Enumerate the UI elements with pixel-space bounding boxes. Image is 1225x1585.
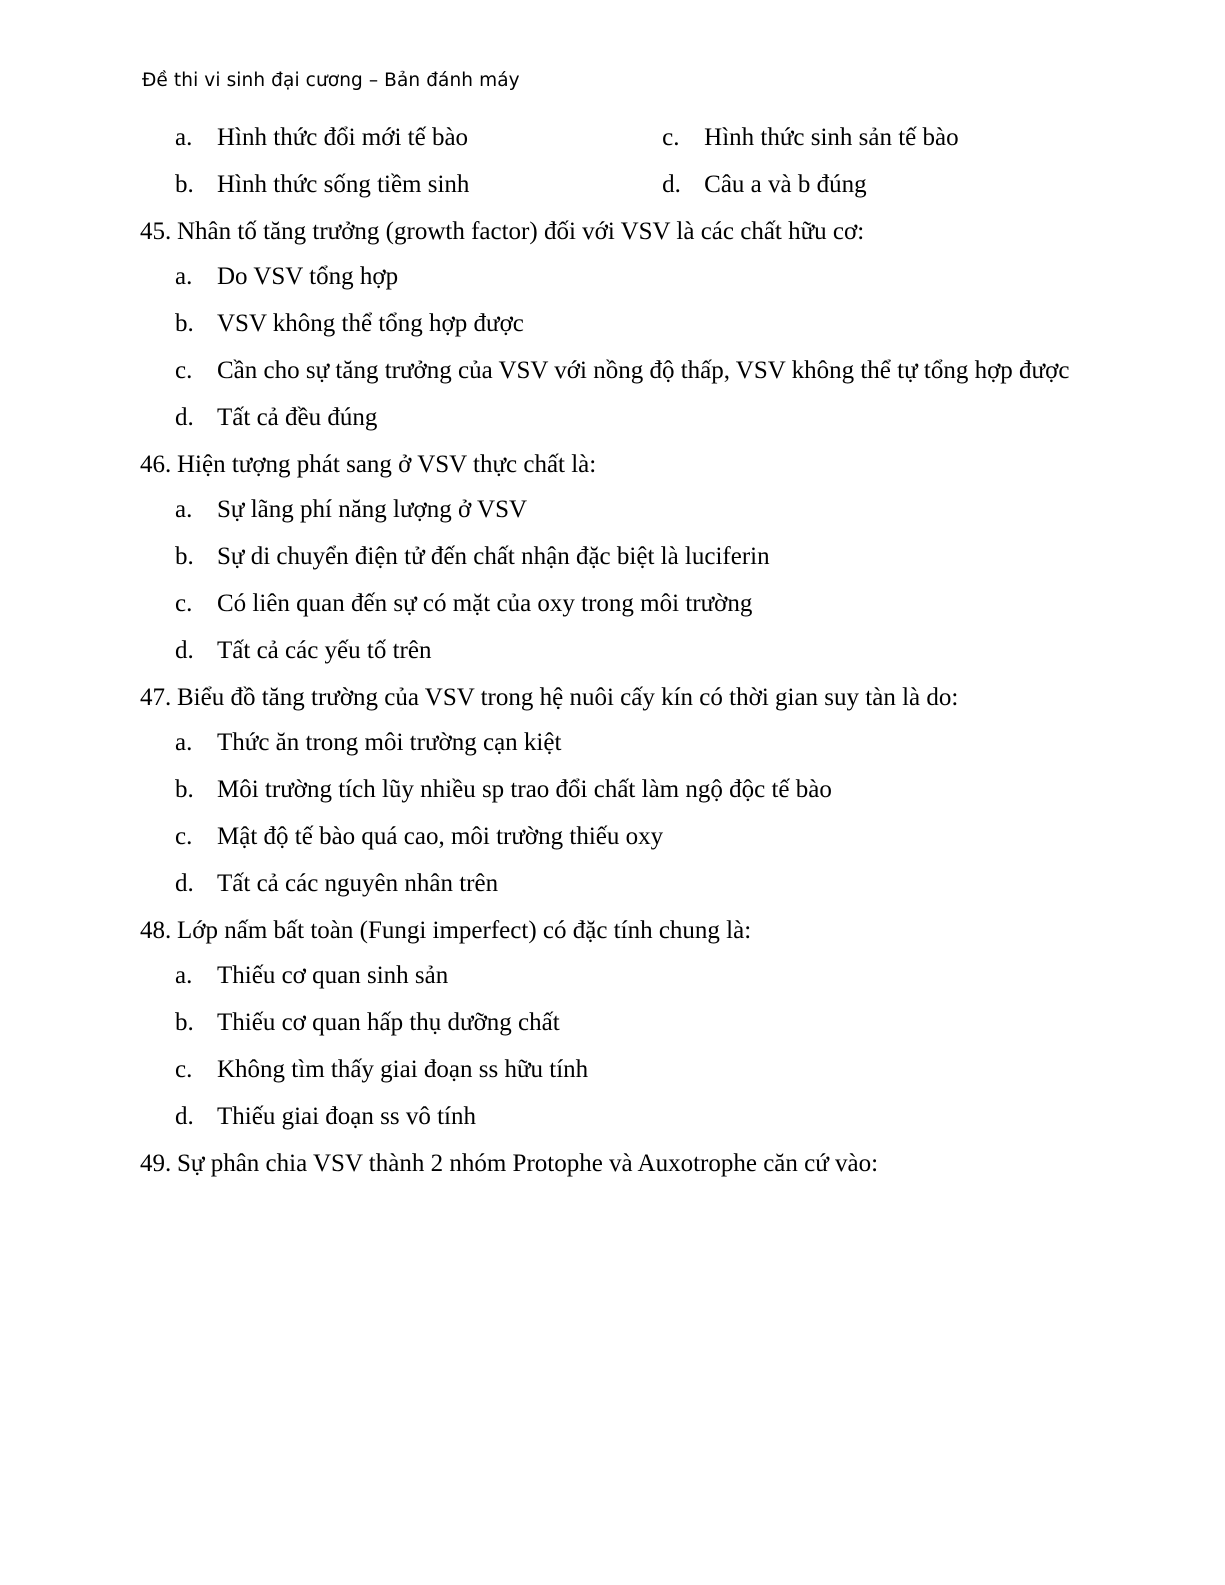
option-item [175, 871, 1105, 896]
option-text: Có liên quan đến sự có mặt của oxy trong môi trường [217, 590, 753, 617]
option-item [175, 824, 1105, 849]
option-marker: d. [662, 171, 681, 198]
option-item [175, 544, 1105, 569]
option-list [175, 497, 1105, 663]
option-item [175, 264, 1105, 289]
option-text: Mật độ tế bào quá cao, môi trường thiếu oxy [217, 823, 664, 850]
option-item [175, 777, 1105, 802]
option-marker: b. [175, 171, 194, 198]
option-item [175, 358, 1105, 383]
question-number: 45. [140, 218, 172, 245]
option-text: Do VSV tổng hợp [217, 263, 399, 290]
option-text: VSV không thể tổng hợp được [217, 310, 524, 337]
option-marker: a. [175, 962, 193, 989]
option-marker: d. [175, 637, 194, 664]
option-text: Hình thức đổi mới tế bào [217, 124, 469, 151]
option-item [175, 311, 1105, 336]
question-line [140, 685, 1105, 710]
option-item [662, 125, 1105, 150]
option-marker: c. [175, 823, 193, 850]
option-text: Môi trường tích lũy nhiều sp trao đổi chất làm ngộ độc tế bào [217, 776, 832, 803]
option-marker: c. [175, 590, 193, 617]
option-marker: b. [175, 543, 194, 570]
option-marker: b. [175, 310, 194, 337]
option-marker: b. [175, 1009, 194, 1036]
option-text: Tất cả các yếu tố trên [217, 637, 432, 664]
option-text: Tất cả các nguyên nhân trên [217, 870, 499, 897]
option-marker: b. [175, 776, 194, 803]
option-text: Hình thức sống tiềm sinh [217, 171, 470, 198]
option-item [175, 963, 1105, 988]
option-item [175, 730, 1105, 755]
option-item [175, 172, 662, 197]
question-block [140, 1151, 1105, 1176]
question-block [140, 452, 1105, 663]
question-line [140, 918, 1105, 943]
option-marker: a. [175, 263, 193, 290]
option-marker: a. [175, 124, 193, 151]
option-text: Cần cho sự tăng trưởng của VSV với nồng độ thấp, VSV không thể tự tổng hợp được [217, 357, 1070, 384]
option-item [175, 497, 1105, 522]
option-text: Thiếu giai đoạn ss vô tính [217, 1103, 476, 1130]
question-text: Lớp nấm bất toàn (Fungi imperfect) có đặc tính chung là: [177, 917, 752, 944]
option-text: Không tìm thấy giai đoạn ss hữu tính [217, 1056, 589, 1083]
question-number: 46. [140, 451, 172, 478]
option-marker: d. [175, 1103, 194, 1130]
option-list [175, 963, 1105, 1129]
option-item [175, 405, 1105, 430]
continued-options-block [175, 125, 1105, 197]
option-text: Câu a và b đúng [704, 171, 867, 198]
option-marker: a. [175, 496, 193, 523]
page-header: Đề thi vi sinh đại cương – Bản đánh máy [142, 70, 520, 91]
question-block [140, 685, 1105, 896]
option-text: Thiếu cơ quan hấp thụ dưỡng chất [217, 1009, 560, 1036]
option-item [662, 172, 1105, 197]
option-text: Hình thức sinh sản tế bào [704, 124, 959, 151]
question-number: 49. [140, 1150, 172, 1177]
question-block [140, 219, 1105, 430]
option-marker: c. [662, 124, 680, 151]
option-item [175, 1010, 1105, 1035]
question-block [140, 918, 1105, 1129]
option-text: Sự lãng phí năng lượng ở VSV [217, 496, 528, 523]
option-text: Tất cả đều đúng [217, 404, 378, 431]
document-body [140, 125, 1105, 1176]
option-text: Thức ăn trong môi trường cạn kiệt [217, 729, 562, 756]
option-item [175, 591, 1105, 616]
option-list [175, 264, 1105, 430]
option-marker: c. [175, 1056, 193, 1083]
option-item [175, 1057, 1105, 1082]
question-line [140, 452, 1105, 477]
option-marker: a. [175, 729, 193, 756]
option-text: Thiếu cơ quan sinh sản [217, 962, 449, 989]
option-marker: c. [175, 357, 193, 384]
continued-options-row [175, 172, 1105, 197]
question-text: Nhân tố tăng trưởng (growth factor) đối với VSV là các chất hữu cơ: [177, 218, 865, 245]
question-text: Sự phân chia VSV thành 2 nhóm Protophe và Auxotrophe căn cứ vào: [177, 1150, 879, 1177]
question-line [140, 1151, 1105, 1176]
option-marker: d. [175, 870, 194, 897]
question-number: 48. [140, 917, 172, 944]
option-list [175, 730, 1105, 896]
option-item [175, 1104, 1105, 1129]
option-marker: d. [175, 404, 194, 431]
question-line [140, 219, 1105, 244]
question-number: 47. [140, 684, 172, 711]
option-item [175, 125, 662, 150]
option-item [175, 638, 1105, 663]
question-text: Biểu đồ tăng trường của VSV trong hệ nuôi cấy kín có thời gian suy tàn là do: [177, 684, 959, 711]
question-text: Hiện tượng phát sang ở VSV thực chất là: [177, 451, 597, 478]
continued-options-row [175, 125, 1105, 150]
option-text: Sự di chuyển điện tử đến chất nhận đặc biệt là luciferin [217, 543, 770, 570]
